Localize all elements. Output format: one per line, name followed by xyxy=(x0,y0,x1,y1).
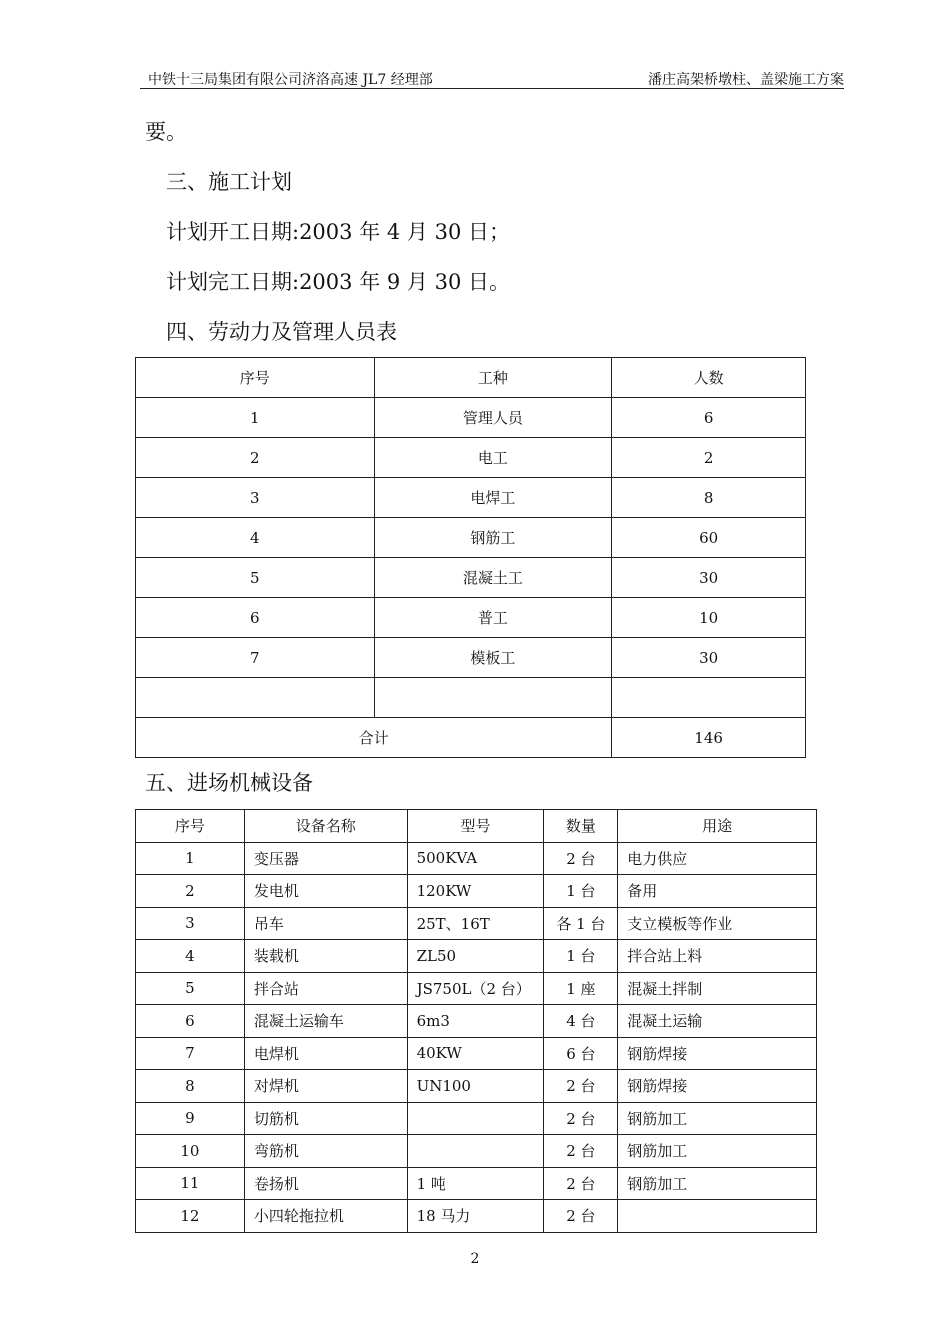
equipment-header-row xyxy=(136,810,817,843)
equipment-header-cell: 型号 xyxy=(407,810,544,843)
equipment-cell: 2 台 xyxy=(544,1070,618,1103)
labor-total-label: 合计 xyxy=(136,718,612,758)
labor-cell: 30 xyxy=(612,638,806,678)
equipment-cell: 弯筋机 xyxy=(244,1135,407,1168)
equipment-cell: 混凝土拌制 xyxy=(618,972,817,1005)
equipment-cell xyxy=(407,1102,544,1135)
equipment-cell: 各 1 台 xyxy=(544,907,618,940)
equipment-cell: 备用 xyxy=(618,875,817,908)
labor-row xyxy=(136,518,806,558)
equipment-cell: JS750L（2 台） xyxy=(407,972,544,1005)
labor-cell xyxy=(612,678,806,718)
equipment-cell: 1 台 xyxy=(544,875,618,908)
equipment-cell: 混凝土运输车 xyxy=(244,1005,407,1038)
labor-cell: 2 xyxy=(136,438,375,478)
equipment-cell: 混凝土运输 xyxy=(618,1005,817,1038)
labor-cell: 30 xyxy=(612,558,806,598)
labor-cell: 5 xyxy=(136,558,375,598)
equipment-cell: 6m3 xyxy=(407,1005,544,1038)
equipment-cell: 钢筋加工 xyxy=(618,1135,817,1168)
equipment-cell: 2 台 xyxy=(544,1167,618,1200)
equipment-cell: 1 座 xyxy=(544,972,618,1005)
equipment-cell: UN100 xyxy=(407,1070,544,1103)
equipment-cell: 500KVA xyxy=(407,842,544,875)
equipment-cell: 6 xyxy=(136,1005,245,1038)
continuation-text: 要。 xyxy=(145,120,187,144)
equipment-cell: 6 台 xyxy=(544,1037,618,1070)
equipment-cell: 25T、16T xyxy=(407,907,544,940)
equipment-cell: 18 马力 xyxy=(407,1200,544,1233)
labor-header-row xyxy=(136,358,806,398)
equipment-row xyxy=(136,972,817,1005)
labor-cell: 60 xyxy=(612,518,806,558)
equipment-cell: 切筋机 xyxy=(244,1102,407,1135)
equipment-cell: 2 台 xyxy=(544,1200,618,1233)
page-number: 2 xyxy=(470,1251,480,1267)
equipment-cell: 2 台 xyxy=(544,842,618,875)
labor-cell: 3 xyxy=(136,478,375,518)
equipment-cell: 4 台 xyxy=(544,1005,618,1038)
header-left-text: 中铁十三局集团有限公司济洛高速 JL7 经理部 xyxy=(148,72,433,88)
page-header xyxy=(140,66,844,89)
labor-row xyxy=(136,598,806,638)
equipment-cell: 10 xyxy=(136,1135,245,1168)
section-5-title: 五、进场机械设备 xyxy=(145,771,313,795)
labor-cell: 1 xyxy=(136,398,375,438)
section-3-title: 三、施工计划 xyxy=(166,170,292,194)
labor-cell: 模板工 xyxy=(374,638,612,678)
equipment-cell: 120KW xyxy=(407,875,544,908)
equipment-cell: 5 xyxy=(136,972,245,1005)
labor-row xyxy=(136,438,806,478)
equipment-cell: 钢筋加工 xyxy=(618,1102,817,1135)
labor-row xyxy=(136,478,806,518)
equipment-cell: 拌合站 xyxy=(244,972,407,1005)
labor-cell: 混凝土工 xyxy=(374,558,612,598)
labor-row xyxy=(136,398,806,438)
section-4-title: 四、劳动力及管理人员表 xyxy=(166,320,397,344)
labor-table xyxy=(135,357,806,758)
equipment-cell: 电力供应 xyxy=(618,842,817,875)
equipment-cell: 2 台 xyxy=(544,1135,618,1168)
equipment-row xyxy=(136,907,817,940)
labor-cell xyxy=(374,678,612,718)
equipment-row xyxy=(136,940,817,973)
equipment-cell: ZL50 xyxy=(407,940,544,973)
labor-cell: 2 xyxy=(612,438,806,478)
equipment-row xyxy=(136,875,817,908)
equipment-header-cell: 数量 xyxy=(544,810,618,843)
equipment-cell: 装载机 xyxy=(244,940,407,973)
equipment-row xyxy=(136,842,817,875)
equipment-cell: 8 xyxy=(136,1070,245,1103)
labor-cell: 10 xyxy=(612,598,806,638)
labor-total-value: 146 xyxy=(612,718,806,758)
equipment-cell xyxy=(407,1135,544,1168)
equipment-cell: 11 xyxy=(136,1167,245,1200)
equipment-cell: 7 xyxy=(136,1037,245,1070)
equipment-cell: 3 xyxy=(136,907,245,940)
equipment-cell: 拌合站上料 xyxy=(618,940,817,973)
equipment-cell: 9 xyxy=(136,1102,245,1135)
end-date-text: 计划完工日期:2003 年 9 月 30 日。 xyxy=(166,270,510,294)
equipment-row xyxy=(136,1135,817,1168)
equipment-cell: 支立模板等作业 xyxy=(618,907,817,940)
equipment-header-cell: 序号 xyxy=(136,810,245,843)
labor-cell: 管理人员 xyxy=(374,398,612,438)
labor-header-cell: 工种 xyxy=(374,358,612,398)
equipment-row xyxy=(136,1167,817,1200)
labor-cell: 8 xyxy=(612,478,806,518)
equipment-header-cell: 用途 xyxy=(618,810,817,843)
labor-header-cell: 序号 xyxy=(136,358,375,398)
equipment-cell: 4 xyxy=(136,940,245,973)
equipment-cell: 电焊机 xyxy=(244,1037,407,1070)
equipment-row xyxy=(136,1005,817,1038)
equipment-cell: 对焊机 xyxy=(244,1070,407,1103)
labor-row xyxy=(136,638,806,678)
labor-cell: 钢筋工 xyxy=(374,518,612,558)
equipment-row xyxy=(136,1200,817,1233)
labor-cell: 6 xyxy=(612,398,806,438)
equipment-cell: 1 吨 xyxy=(407,1167,544,1200)
equipment-cell: 钢筋焊接 xyxy=(618,1070,817,1103)
equipment-cell: 2 xyxy=(136,875,245,908)
labor-cell: 普工 xyxy=(374,598,612,638)
labor-cell: 4 xyxy=(136,518,375,558)
equipment-header-cell: 设备名称 xyxy=(244,810,407,843)
equipment-cell: 40KW xyxy=(407,1037,544,1070)
labor-row xyxy=(136,558,806,598)
equipment-cell: 吊车 xyxy=(244,907,407,940)
start-date-text: 计划开工日期:2003 年 4 月 30 日； xyxy=(166,220,510,244)
equipment-table xyxy=(135,809,817,1233)
equipment-row xyxy=(136,1070,817,1103)
header-right-text: 潘庄高架桥墩柱、盖梁施工方案 xyxy=(648,72,844,88)
equipment-cell: 小四轮拖拉机 xyxy=(244,1200,407,1233)
labor-cell: 电工 xyxy=(374,438,612,478)
equipment-cell: 卷扬机 xyxy=(244,1167,407,1200)
equipment-cell: 发电机 xyxy=(244,875,407,908)
equipment-cell: 1 xyxy=(136,842,245,875)
equipment-cell: 1 台 xyxy=(544,940,618,973)
labor-cell xyxy=(136,678,375,718)
labor-total-row xyxy=(136,718,806,758)
labor-header-cell: 人数 xyxy=(612,358,806,398)
equipment-cell: 12 xyxy=(136,1200,245,1233)
equipment-row xyxy=(136,1037,817,1070)
equipment-cell: 变压器 xyxy=(244,842,407,875)
equipment-row xyxy=(136,1102,817,1135)
labor-row xyxy=(136,678,806,718)
equipment-cell xyxy=(618,1200,817,1233)
labor-cell: 7 xyxy=(136,638,375,678)
labor-cell: 电焊工 xyxy=(374,478,612,518)
equipment-cell: 2 台 xyxy=(544,1102,618,1135)
equipment-cell: 钢筋焊接 xyxy=(618,1037,817,1070)
equipment-cell: 钢筋加工 xyxy=(618,1167,817,1200)
labor-cell: 6 xyxy=(136,598,375,638)
